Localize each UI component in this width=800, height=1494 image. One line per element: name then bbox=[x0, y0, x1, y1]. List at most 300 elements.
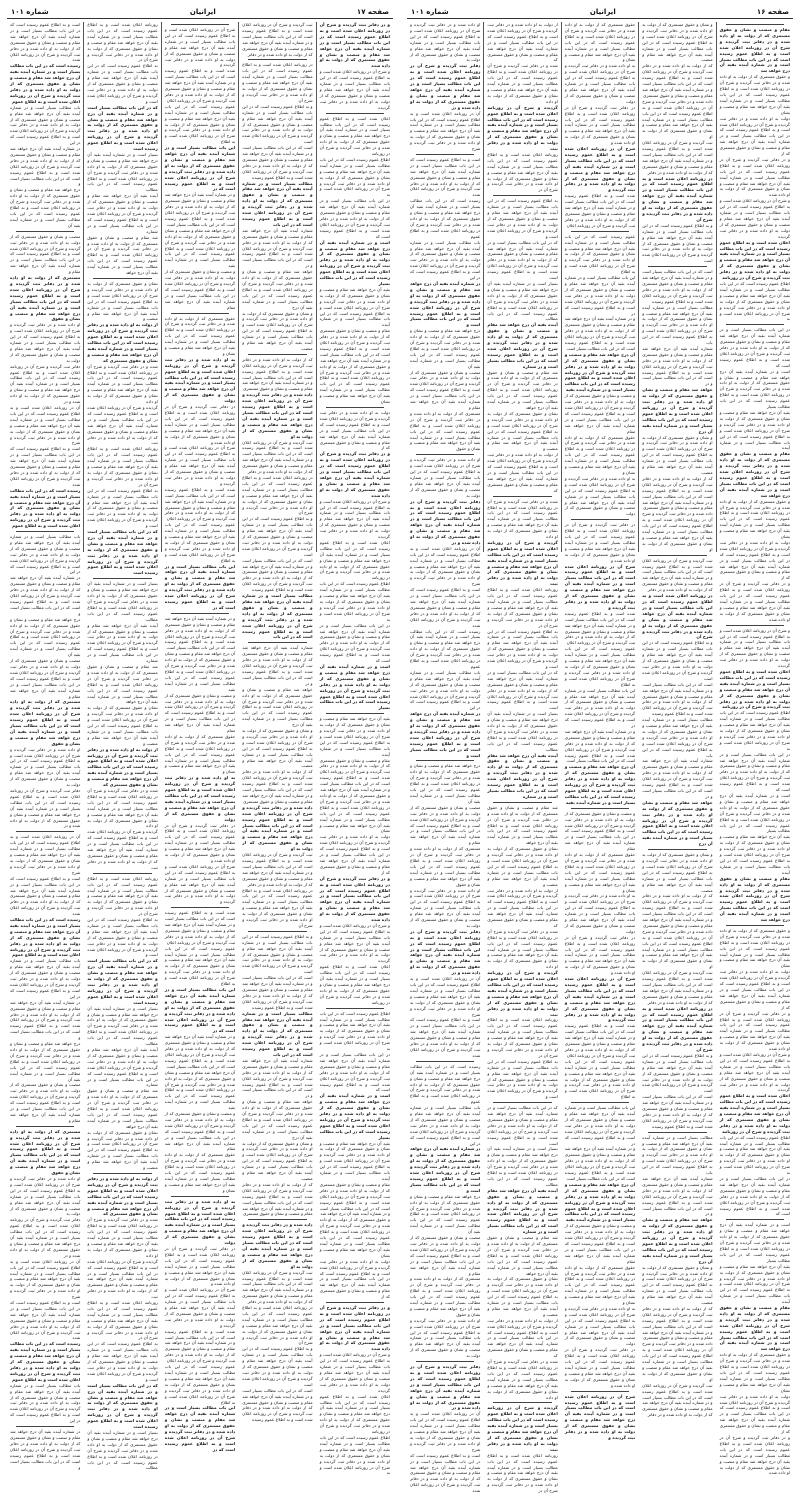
column-rule bbox=[248, 59, 306, 60]
text-paragraph: گردیده و شرح آن در روزنامه اعلان شده است و به اطلاع عموم رسیده است که در این باب مطالب بسیار است و در شماره آینده بقیه آن درج خواهد شد مقام و منصب و نشان و حقوق مستمری که از دولت به او داده شده و در دفاتر ثبت bbox=[487, 1405, 558, 1452]
text-paragraph: اعلان شده است و به اطلاع عموم رسیده است که در این باب مطالب بسیار است و در شماره آینده بقیه آن درج خواهد شد مقام و منصب و نشان و حقوق مستمری که از دولت به او داده شده و در دفاتر ثبت گردیده و شرح آن در روزنامه bbox=[719, 1093, 790, 1134]
text-paragraph: داده شده و در دفاتر ثبت گردیده و شرح آن در روزنامه اعلان شده است و به اطلاع عموم رسیده است که در این باب مطالب بسیار است و در شماره آینده بقیه آن درج خواهد شد مقام و منصب و نشان و حقوق مستمری که از دولت به او bbox=[642, 928, 713, 970]
text-paragraph: به اطلاع عموم رسیده است که در این باب مطالب بسیار است و در شماره آینده بقیه آن درج خواهد شد مقام و منصب و نشان و حقوق مستمری که از دولت به او داده شده و در دفاتر ثبت گردیده و شرح آن در روزنامه اعلان شده است و bbox=[87, 63, 158, 104]
text-paragraph: و حقوق مستمری که از دولت به او داده شده و در دفاتر ثبت گردیده و شرح آن در روزنامه اعلان شده است و به اطلاع عموم رسیده است که در این باب مطالب بسیار است و در شماره آینده بقیه آن درج خواهد شد مقام و منصب و نشان bbox=[719, 74, 790, 115]
text-paragraph: و در دفاتر ثبت گردیده و شرح آن در روزنامه اعلان شده است و به اطلاع عموم رسیده است که در این باب مطالب بسیار است و در شماره آینده بقیه آن درج خواهد شد مقام و منصب و نشان و حقوق مستمری که از دولت به او داده شده bbox=[319, 22, 390, 69]
text-paragraph: و حقوق مستمری که از دولت به او داده شده و در دفاتر ثبت گردیده و شرح آن در روزنامه اعلان شده است و به اطلاع عموم رسیده است که در این باب مطالب بسیار است و در شماره آینده بقیه آن درج خواهد شد مقام و منصب و نشان bbox=[319, 363, 390, 405]
text-paragraph: دولت به او داده شده و در دفاتر ثبت گردیده و شرح آن در روزنامه اعلان شده است و به اطلاع عموم رسیده است که در این باب مطالب بسیار است و در شماره آینده بقیه آن درج خواهد شد مقام و منصب و نشان و حقوق مستمری که از bbox=[319, 410, 390, 451]
text-paragraph: اطلاع عموم رسیده است که در این باب مطالب بسیار است و در شماره آینده بقیه آن درج خواهد شد مقام و منصب و نشان و حقوق مستمری که از دولت به او داده شده و در دفاتر ثبت گردیده و شرح آن در روزنامه اعلان شده است و به bbox=[319, 1010, 390, 1052]
text-paragraph: و به اطلاع عموم رسیده است که در این باب مطالب بسیار است و در شماره آینده بقیه آن درج خواهد شد مقام و منصب و نشان و حقوق مستمری که از دولت به او داده شده و در دفاتر ثبت گردیده و شرح آن در روزنامه اعلان شده است bbox=[242, 1346, 313, 1387]
text-paragraph: شماره آینده بقیه آن درج خواهد شد مقام و منصب و نشان و حقوق مستمری که از دولت به او داده شده و در دفاتر ثبت گردیده و شرح آن در روزنامه اعلان شده است و به اطلاع عموم رسیده است که در این باب مطالب بسیار است و در bbox=[642, 758, 713, 799]
text-paragraph: مستمری که از دولت به او داده شده و در دفاتر ثبت گردیده و شرح آن در روزنامه اعلان شده است و به اطلاع عموم رسیده است که در این باب مطالب بسیار است و در شماره آینده بقیه آن درج خواهد شد مقام و منصب و نشان و حقوق bbox=[409, 846, 481, 887]
text-paragraph: گردیده و شرح آن در روزنامه اعلان شده است و به اطلاع عموم رسیده است که در این باب مطالب بسیار است و در شماره آینده بقیه آن درج خواهد شد مقام و منصب و نشان و حقوق مستمری که از دولت به او داده شده و در دفاتر ثبت bbox=[487, 104, 558, 152]
text-paragraph: است و به اطلاع عموم رسیده است که در این باب مطالب بسیار است و در شماره آینده بقیه آن درج خواهد شد مقام و منصب و نشان و حقوق مستمری که از دولت به او داده شده و در دفاتر ثبت گردیده و شرح آن در روزنامه اعلان شده bbox=[9, 875, 81, 917]
text-paragraph: در دفاتر ثبت گردیده و شرح آن در روزنامه اعلان شده است و به اطلاع عموم رسیده است که در این باب مطالب بسیار است و در شماره آینده بقیه آن درج خواهد شد مقام و منصب و نشان و حقوق مستمری که از دولت به او داده شده و bbox=[564, 934, 636, 976]
text-paragraph: درج خواهد شد مقام و منصب و نشان و حقوق مستمری که از دولت به او داده شده و در دفاتر ثبت گردیده و شرح آن در روزنامه اعلان شده است و به اطلاع عموم رسیده است که در این باب مطالب بسیار است و در شماره آینده بقیه آن bbox=[9, 616, 81, 658]
text-paragraph: و شرح آن در روزنامه اعلان شده است و به اطلاع عموم رسیده است که در این باب مطالب بسیار است و در شماره آینده بقیه آن درج خواهد شد مقام و منصب و نشان و حقوق مستمری که از دولت به او داده شده و در دفاتر ثبت گردیده bbox=[719, 627, 790, 669]
text-paragraph: شماره آینده بقیه آن درج خواهد شد مقام و منصب و نشان و حقوق مستمری که از دولت به او داده شده و در دفاتر ثبت گردیده و شرح آن در روزنامه اعلان شده است و به اطلاع عموم رسیده است که در این باب مطالب بسیار است و در bbox=[242, 1057, 313, 1099]
text-paragraph: است و به اطلاع عموم رسیده است که در این باب مطالب بسیار است و در شماره آینده بقیه آن درج خواهد شد مقام و منصب و نشان و حقوق مستمری که از دولت به او داده شده و در دفاتر ثبت گردیده و شرح آن در روزنامه اعلان شده bbox=[409, 1017, 481, 1058]
text-paragraph: حقوق مستمری که از دولت به او داده شده و در دفاتر ثبت گردیده و شرح آن در روزنامه اعلان شده است و به اطلاع عموم رسیده است که در این باب مطالب بسیار است و در شماره آینده بقیه آن درج خواهد شد مقام و منصب و نشان و bbox=[564, 22, 636, 63]
text-paragraph: ثبت گردیده و شرح آن در روزنامه اعلان شده است و به اطلاع عموم رسیده است که در این باب مطالب بسیار است و در شماره آینده بقیه آن درج خواهد شد مقام و منصب و نشان و حقوق مستمری که از دولت به او داده شده و در دفاتر bbox=[242, 1269, 313, 1305]
text-paragraph: که در این باب مطالب بسیار است و در شماره آینده بقیه آن درج خواهد شد مقام و منصب و نشان و حقوق مستمری که از دولت به او داده شده و در دفاتر ثبت گردیده و شرح آن در روزنامه اعلان شده است و به اطلاع عموم رسیده است bbox=[87, 1382, 158, 1430]
text-paragraph: حقوق مستمری که از دولت به او داده شده و در دفاتر ثبت گردیده و شرح آن در روزنامه اعلان شده است و به اطلاع عموم رسیده است که در این باب مطالب بسیار است و در شماره آینده بقیه آن درج خواهد شد مقام و منصب و نشان و bbox=[564, 852, 636, 893]
text-paragraph: مقام و منصب و نشان و حقوق مستمری که از دولت به او داده شده و در دفاتر ثبت گردیده و شرح آن در روزنامه اعلان شده است و به اطلاع عموم رسیده است که در این باب مطالب بسیار است و در شماره آینده بقیه آن درج خواهد شد bbox=[319, 1181, 390, 1217]
text-paragraph: خواهد شد مقام و منصب و نشان و حقوق مستمری که از دولت به او داده شده و در دفاتر ثبت گردیده و شرح آن در روزنامه اعلان شده است و به اطلاع عموم رسیده است که در این باب مطالب بسیار است و در شماره آینده بقیه آن درج bbox=[642, 1217, 713, 1264]
right-page-label: صفحه ۱۶ bbox=[756, 8, 789, 16]
column-rule bbox=[326, 113, 384, 114]
text-paragraph: عموم رسیده است که در این باب مطالب بسیار است و در شماره آینده بقیه آن درج خواهد شد مقام و منصب و نشان و حقوق مستمری که از دولت به او داده شده و در دفاتر ثبت گردیده و شرح آن در روزنامه اعلان شده است و به اطلاع bbox=[564, 646, 636, 687]
text-paragraph: به اطلاع عموم رسیده است که در این باب مطالب بسیار است و در شماره آینده بقیه آن درج خواهد شد مقام و منصب و نشان و حقوق مستمری که از دولت به او داده شده و در دفاتر ثبت گردیده و شرح آن در روزنامه اعلان شده است و bbox=[487, 1058, 558, 1100]
text-paragraph: او داده شده و در دفاتر ثبت گردیده و شرح آن در روزنامه اعلان شده است و به اطلاع عموم رسیده است که در این باب مطالب بسیار است و در شماره آینده بقیه آن درج خواهد شد مقام و منصب و نشان و حقوق مستمری که از دولت به bbox=[9, 322, 81, 363]
column-rule bbox=[16, 1126, 74, 1127]
text-paragraph: اعلان شده است و به اطلاع عموم رسیده است که در این باب مطالب بسیار است و در شماره آینده بقیه آن درج خواهد شد مقام و منصب و نشان و حقوق مستمری که از دولت به او داده شده و در دفاتر ثبت گردیده و شرح آن در روزنامه bbox=[319, 539, 390, 581]
text-paragraph: شد مقام و منصب و نشان و حقوق مستمری که از دولت به او داده شده و در دفاتر ثبت گردیده و شرح آن در روزنامه اعلان شده است و به اطلاع عموم رسیده است که در این باب مطالب بسیار است و در شماره آینده بقیه آن درج خواهد bbox=[487, 804, 558, 846]
text-paragraph: به او داده شده و در دفاتر ثبت گردیده و شرح آن در روزنامه اعلان شده است و به اطلاع عموم رسیده است که در این باب مطالب بسیار است و در شماره آینده بقیه آن درج خواهد شد مقام و منصب و نشان و حقوق مستمری که از دولت bbox=[564, 1305, 636, 1347]
text-paragraph: درج خواهد شد مقام و منصب و نشان و حقوق مستمری که از دولت به او داده شده و در دفاتر ثبت گردیده و شرح آن در روزنامه اعلان شده است و به اطلاع عموم رسیده است که در این باب مطالب بسیار است و در شماره آینده بقیه آن bbox=[9, 1041, 81, 1082]
text-paragraph: این باب مطالب بسیار است و در شماره آینده بقیه آن درج خواهد شد مقام و منصب و نشان و حقوق مستمری که از دولت به او داده شده و در دفاتر ثبت گردیده و شرح آن در روزنامه اعلان شده است و به اطلاع عموم رسیده است که در bbox=[164, 563, 236, 610]
column-rule bbox=[571, 1102, 629, 1103]
text-paragraph: که در این باب مطالب بسیار است و در شماره آینده بقیه آن درج خواهد شد مقام و منصب و نشان و حقوق مستمری که از دولت به او داده شده و در دفاتر ثبت گردیده و شرح آن در روزنامه اعلان شده است و به اطلاع عموم رسیده است bbox=[487, 669, 558, 711]
text-paragraph: حقوق مستمری که از دولت به او داده شده و در دفاتر ثبت گردیده و شرح آن در روزنامه اعلان شده است و به اطلاع عموم رسیده است که در این باب مطالب بسیار است و در شماره آینده بقیه آن درج خواهد شد مقام و منصب و نشان و bbox=[164, 315, 236, 356]
text-paragraph: رسیده است که در این باب مطالب بسیار است و در شماره آینده بقیه آن درج خواهد شد مقام و منصب و نشان و حقوق مستمری که از دولت به او داده شده و در دفاتر ثبت گردیده و شرح آن در روزنامه اعلان شده است و به اطلاع عموم bbox=[9, 487, 81, 529]
text-paragraph: شده است و به اطلاع عموم رسیده است که در این باب مطالب بسیار است و در شماره آینده بقیه آن درج خواهد شد مقام و منصب و نشان و حقوق مستمری که از دولت به او داده شده و در دفاتر ثبت گردیده و شرح آن در روزنامه اعلان bbox=[164, 486, 236, 522]
text-paragraph: بقیه آن درج خواهد شد مقام و منصب و نشان و حقوق مستمری که از دولت به او داده شده و در دفاتر ثبت گردیده و شرح آن در روزنامه اعلان شده است و به اطلاع عموم رسیده است که در این باب مطالب بسیار است و در شماره آینده bbox=[719, 834, 790, 875]
text-paragraph: آن درج خواهد شد مقام و منصب و نشان و حقوق مستمری که از دولت به او داده شده و در دفاتر ثبت گردیده و شرح آن در روزنامه اعلان شده است و به اطلاع عموم رسیده است که در این باب مطالب بسیار است و در شماره آینده بقیه bbox=[164, 1069, 236, 1111]
text-paragraph: بقیه آن درج خواهد شد مقام و منصب و نشان و حقوق مستمری که از دولت به او داده شده و در دفاتر ثبت گردیده و شرح آن در روزنامه اعلان شده است و به اطلاع عموم رسیده است که در این باب مطالب بسیار است و در شماره آینده bbox=[719, 410, 790, 451]
text-paragraph: و به اطلاع عموم رسیده است که در این باب مطالب بسیار است و در شماره آینده بقیه آن درج خواهد شد مقام و منصب و نشان و حقوق مستمری که از دولت به او داده شده و در دفاتر ثبت گردیده و شرح آن در روزنامه اعلان شده است bbox=[242, 516, 313, 557]
text-paragraph: به او داده شده و در دفاتر ثبت گردیده و شرح آن در روزنامه اعلان شده است و به اطلاع عموم رسیده است که در این باب مطالب بسیار است و در شماره آینده بقیه آن درج خواهد شد مقام و منصب و نشان و حقوق مستمری که از دولت bbox=[164, 356, 236, 404]
column-rule bbox=[416, 1361, 474, 1362]
text-paragraph: شده و در دفاتر ثبت گردیده و شرح آن در روزنامه اعلان شده است و به اطلاع عموم رسیده است که در این باب مطالب بسیار است و در شماره آینده بقیه آن درج خواهد شد مقام و منصب و نشان و حقوق مستمری که از دولت به او داده bbox=[487, 928, 558, 970]
text-paragraph: منصب و نشان و حقوق مستمری که از دولت به او داده شده و در دفاتر ثبت گردیده و شرح آن در روزنامه اعلان شده است و به اطلاع عموم رسیده است که در این باب مطالب بسیار است و در شماره آینده بقیه آن درج خواهد شد مقام و bbox=[409, 369, 481, 410]
text-column bbox=[717, 22, 793, 1476]
text-paragraph: مقام و منصب و نشان و حقوق مستمری که از دولت به او داده شده و در دفاتر ثبت گردیده و شرح آن در روزنامه اعلان شده است و به اطلاع عموم رسیده است که در این باب مطالب بسیار است و در شماره آینده بقیه آن درج خواهد شد bbox=[319, 757, 390, 793]
text-paragraph: آن در روزنامه اعلان شده است و به اطلاع عموم رسیده است که در این باب مطالب بسیار است و در شماره آینده بقیه آن درج خواهد شد مقام و منصب و نشان و حقوق مستمری که از دولت به او داده شده و در دفاتر ثبت گردیده و شرح bbox=[409, 976, 481, 1017]
column-rule bbox=[171, 24, 229, 25]
text-paragraph: و حقوق مستمری که از دولت به او داده شده و در دفاتر ثبت گردیده و شرح آن در روزنامه اعلان شده است و به اطلاع عموم رسیده است که در این باب مطالب بسیار است و در شماره آینده بقیه آن درج خواهد شد مقام و منصب و نشان bbox=[319, 793, 390, 834]
text-paragraph: و به اطلاع عموم رسیده است که در این باب مطالب بسیار است و در شماره آینده بقیه آن درج خواهد شد مقام و منصب و نشان و حقوق مستمری که از دولت به او داده شده و در دفاتر ثبت گردیده و شرح آن در روزنامه اعلان شده است bbox=[642, 1052, 713, 1094]
text-paragraph: شد مقام و منصب و نشان و حقوق مستمری که از دولت به او داده شده و در دفاتر ثبت گردیده و شرح آن در روزنامه اعلان شده است و به اطلاع عموم رسیده است که در این باب مطالب بسیار است و در شماره آینده بقیه آن درج خواهد bbox=[87, 663, 158, 705]
text-paragraph: روزنامه اعلان شده است و به اطلاع عموم رسیده است که در این باب مطالب بسیار است و در شماره آینده بقیه آن درج خواهد شد مقام و منصب و نشان و حقوق مستمری که از دولت به او داده شده و در دفاتر ثبت گردیده و شرح آن در bbox=[487, 151, 558, 193]
text-paragraph: شده و در دفاتر ثبت گردیده و شرح آن در روزنامه اعلان شده است و به اطلاع عموم رسیده است که در این باب مطالب بسیار است و در شماره آینده بقیه آن درج خواهد شد مقام و منصب و نشان و حقوق مستمری که از دولت به او داده bbox=[487, 1359, 558, 1400]
text-paragraph: اطلاع عموم رسیده است که در این باب مطالب بسیار است و در شماره آینده بقیه آن درج خواهد شد مقام و منصب و نشان و حقوق مستمری که از دولت به او داده شده و در دفاتر ثبت گردیده و شرح آن در روزنامه اعلان شده است و به bbox=[719, 1134, 790, 1176]
text-paragraph: بسیار است و در شماره آینده بقیه آن درج خواهد شد مقام و منصب و نشان و حقوق مستمری که از دولت به او داده شده و در دفاتر ثبت گردیده و شرح آن در روزنامه اعلان شده است و به اطلاع عموم رسیده است که در این باب مطالب bbox=[487, 711, 558, 752]
text-paragraph: بقیه آن درج خواهد شد مقام و منصب و نشان و حقوق مستمری که از دولت به او داده شده و در دفاتر ثبت گردیده و شرح آن در روزنامه اعلان شده است و به اطلاع عموم رسیده است که در این باب مطالب بسیار است و در شماره آینده bbox=[319, 286, 390, 328]
text-paragraph: روزنامه اعلان شده است و به اطلاع عموم رسیده است که در این باب مطالب بسیار است و در شماره آینده بقیه آن درج خواهد شد مقام و منصب و نشان و حقوق مستمری که از دولت به او داده شده و در دفاتر ثبت گردیده و شرح آن در bbox=[87, 446, 158, 487]
text-paragraph: شده و در دفاتر ثبت گردیده و شرح آن در روزنامه اعلان شده است و به اطلاع عموم رسیده است که در این باب مطالب بسیار است و در شماره آینده بقیه آن درج خواهد شد مقام و منصب و نشان و حقوق مستمری که از دولت به او داده bbox=[87, 1217, 158, 1258]
text-paragraph: گردیده و شرح آن در روزنامه اعلان شده است و به اطلاع عموم رسیده است که در این باب مطالب بسیار است و در شماره آینده بقیه آن درج خواهد شد مقام و منصب و نشان و حقوق مستمری که از دولت به او داده شده و در دفاتر ثبت bbox=[87, 829, 158, 870]
text-column bbox=[562, 22, 639, 1440]
text-column bbox=[407, 22, 484, 1494]
text-paragraph: دفاتر ثبت گردیده و شرح آن در روزنامه اعلان شده است و به اطلاع عموم رسیده است که در این باب مطالب بسیار است و در شماره آینده بقیه آن درج خواهد شد مقام و منصب و نشان و حقوق مستمری که از دولت به او داده شده و در bbox=[9, 1217, 81, 1258]
text-paragraph: بقیه آن درج خواهد شد مقام و منصب و نشان و حقوق مستمری که از دولت به او داده شده و در دفاتر ثبت گردیده و شرح آن در روزنامه اعلان شده است و به اطلاع عموم رسیده است که در این باب مطالب بسیار است و در شماره آینده bbox=[319, 716, 390, 757]
left-page-label: صفحه ۱۷ bbox=[356, 8, 389, 16]
text-paragraph: درج خواهد شد مقام و منصب و نشان و حقوق مستمری که از دولت به او داده شده و در دفاتر ثبت گردیده و شرح آن در روزنامه اعلان شده است و به اطلاع عموم رسیده است که در این باب مطالب بسیار است و در شماره آینده بقیه آن bbox=[9, 187, 81, 228]
column-rule bbox=[16, 831, 74, 832]
text-paragraph: گردیده و شرح آن در روزنامه اعلان شده است و به اطلاع عموم رسیده است که در این باب مطالب بسیار است و در شماره آینده بقیه آن درج خواهد شد مقام و منصب و نشان و حقوق مستمری که از دولت به او داده شده و در دفاتر ثبت bbox=[87, 405, 158, 446]
right-page-columns bbox=[407, 22, 793, 1494]
text-paragraph: داده شده و در دفاتر ثبت گردیده و شرح آن در روزنامه اعلان شده است و به اطلاع عموم رسیده است که در این باب مطالب بسیار است و در شماره آینده بقیه آن درج خواهد شد مقام و منصب و نشان و حقوق مستمری که از دولت به او bbox=[242, 1222, 313, 1269]
text-paragraph: که در این باب مطالب بسیار است و در شماره آینده بقیه آن درج خواهد شد مقام و منصب و نشان و حقوق مستمری که از دولت به او داده شده و در دفاتر ثبت گردیده و شرح آن در روزنامه اعلان شده است و به اطلاع عموم رسیده است bbox=[487, 239, 558, 281]
text-paragraph: و نشان و حقوق مستمری که از دولت به او داده شده و در دفاتر ثبت گردیده و شرح آن در روزنامه اعلان شده است و به اطلاع عموم رسیده است که در این باب مطالب بسیار است و در شماره آینده بقیه آن درج خواهد شد مقام و منصب bbox=[242, 728, 313, 769]
column-rule bbox=[726, 1219, 784, 1220]
text-paragraph: است که در این باب مطالب بسیار است و در شماره آینده بقیه آن درج خواهد شد مقام و منصب و نشان و حقوق مستمری که از دولت به او داده شده و در دفاتر ثبت گردیده و شرح آن در روزنامه اعلان شده است و به اطلاع عموم رسیده bbox=[642, 269, 713, 304]
text-paragraph: آینده بقیه آن درج خواهد شد مقام و منصب و نشان و حقوق مستمری که از دولت به او داده شده و در دفاتر ثبت گردیده و شرح آن در روزنامه اعلان شده است و به اطلاع عموم رسیده است که در این باب مطالب بسیار است و در شماره bbox=[487, 322, 558, 369]
text-paragraph: روزنامه اعلان شده است و به اطلاع عموم رسیده است که در این باب مطالب بسیار است و در شماره آینده بقیه آن درج خواهد شد مقام و منصب و نشان و حقوق مستمری که از دولت به او داده شده و در دفاتر ثبت گردیده و شرح آن در bbox=[487, 587, 558, 628]
text-paragraph: و در شماره آینده بقیه آن درج خواهد شد مقام و منصب و نشان و حقوق مستمری که از دولت به او داده شده و در دفاتر ثبت گردیده و شرح آن در روزنامه اعلان شده است و به اطلاع عموم رسیده است که در این باب مطالب بسیار است bbox=[564, 316, 636, 351]
column-rule bbox=[416, 154, 474, 155]
text-paragraph: نشان و حقوق مستمری که از دولت به او داده شده و در دفاتر ثبت گردیده و شرح آن در روزنامه اعلان شده است و به اطلاع عموم رسیده است که در این باب مطالب بسیار است و در شماره آینده بقیه آن درج خواهد شد مقام و منصب و bbox=[487, 1276, 558, 1317]
text-paragraph: آن در روزنامه اعلان شده است و به اطلاع عموم رسیده است که در این باب مطالب بسیار است و در شماره آینده بقیه آن درج خواهد شد مقام و منصب و نشان و حقوق مستمری که از دولت به او داده شده و در دفاتر ثبت گردیده و شرح bbox=[409, 110, 481, 152]
text-paragraph: است که در این باب مطالب بسیار است و در شماره آینده بقیه آن درج خواهد شد مقام و منصب و نشان و حقوق مستمری که از دولت به او داده شده و در دفاتر ثبت گردیده و شرح آن در روزنامه اعلان شده است و به اطلاع عموم رسیده bbox=[242, 557, 313, 593]
right-issue-label: شماره ۱۰۱ bbox=[411, 8, 449, 16]
column-rule bbox=[171, 613, 229, 614]
text-paragraph: و منصب و نشان و حقوق مستمری که از دولت به او داده شده و در دفاتر ثبت گردیده و شرح آن در روزنامه اعلان شده است و به اطلاع عموم رسیده است که در این باب مطالب بسیار است و در شماره آینده بقیه آن درج خواهد شد مقام bbox=[564, 393, 636, 434]
text-paragraph: بقیه آن درج خواهد شد مقام و منصب و نشان و حقوق مستمری که از دولت به او داده شده و در دفاتر ثبت گردیده و شرح آن در روزنامه اعلان شده است و به اطلاع عموم رسیده است که در این باب مطالب بسیار است و در شماره آینده bbox=[319, 1140, 390, 1181]
text-paragraph: حقوق مستمری که از دولت به او داده شده و در دفاتر ثبت گردیده و شرح آن در روزنامه اعلان شده است و به اطلاع عموم رسیده است که در این باب مطالب بسیار است و در شماره آینده بقیه آن درج خواهد شد مقام و منصب و نشان و bbox=[564, 434, 636, 475]
left-section-title: ایرانیان bbox=[189, 8, 216, 16]
text-paragraph: روزنامه اعلان شده است و به اطلاع عموم رسیده است که در این باب مطالب بسیار است و در شماره آینده بقیه آن درج خواهد شد مقام و منصب و نشان و حقوق مستمری که از دولت به او داده شده و در دفاتر ثبت گردیده و شرح آن در bbox=[87, 1300, 158, 1341]
column-rule bbox=[93, 873, 151, 874]
text-paragraph: رسیده است که در این باب مطالب بسیار است و در شماره آینده بقیه آن درج خواهد شد مقام و منصب و نشان و حقوق مستمری که از دولت به او داده شده و در دفاتر ثبت گردیده و شرح آن در روزنامه اعلان شده است و به اطلاع عموم bbox=[9, 917, 81, 958]
column-rule bbox=[726, 24, 784, 25]
text-paragraph: آینده بقیه آن درج خواهد شد مقام و منصب و نشان و حقوق مستمری که از دولت به او داده شده و در دفاتر ثبت گردیده و شرح آن در روزنامه اعلان شده است و به اطلاع عموم رسیده است که در این باب مطالب بسیار است و در شماره bbox=[487, 1187, 558, 1235]
text-paragraph: که از دولت به او داده شده و در دفاتر ثبت گردیده و شرح آن در روزنامه اعلان شده است و به اطلاع عموم رسیده است که در این باب مطالب بسیار است و در شماره آینده بقیه آن درج خواهد شد مقام و منصب و نشان و حقوق مستمری bbox=[642, 1305, 713, 1341]
text-paragraph: به اطلاع عموم رسیده است که در این باب مطالب بسیار است و در شماره آینده بقیه آن درج خواهد شد مقام و منصب و نشان و حقوق مستمری که از دولت به او داده شده و در دفاتر ثبت گردیده و شرح آن در روزنامه اعلان شده است و bbox=[87, 487, 158, 529]
text-paragraph: داده شده و در دفاتر ثبت گردیده و شرح آن در روزنامه اعلان شده است و به اطلاع عموم رسیده است که در این باب مطالب بسیار است و در شماره آینده بقیه آن درج خواهد شد مقام و منصب و نشان و حقوق مستمری که از دولت به او bbox=[642, 1341, 713, 1382]
text-paragraph: که در این باب مطالب بسیار است و در شماره آینده بقیه آن درج خواهد شد مقام و منصب و نشان و حقوق مستمری که از دولت به او داده شده و در دفاتر ثبت گردیده و شرح آن در روزنامه اعلان شده است و به اطلاع عموم رسیده است bbox=[487, 1105, 558, 1146]
text-paragraph: و حقوق مستمری که از دولت به او داده شده و در دفاتر ثبت گردیده و شرح آن در روزنامه اعلان شده است و به اطلاع عموم رسیده است که در این باب مطالب بسیار است و در شماره آینده بقیه آن درج خواهد شد مقام و منصب و نشان bbox=[719, 1352, 790, 1393]
column-rule bbox=[93, 278, 151, 279]
column-rule bbox=[326, 1008, 384, 1009]
text-paragraph: نشان و حقوق مستمری که از دولت به او داده شده و در دفاتر ثبت گردیده و شرح آن در روزنامه اعلان شده است و به اطلاع عموم رسیده است که در این باب مطالب بسیار است و در شماره آینده بقیه آن درج خواهد شد مقام و منصب و bbox=[87, 705, 158, 746]
text-paragraph: شماره آینده بقیه آن درج خواهد شد مقام و منصب و نشان و حقوق مستمری که از دولت به او داده شده و در دفاتر ثبت گردیده و شرح آن در روزنامه اعلان شده است و به اطلاع عموم رسیده است که در این باب مطالب بسیار است و در bbox=[642, 345, 713, 387]
right-running-head bbox=[407, 6, 793, 19]
text-paragraph: آن درج خواهد شد مقام و منصب و نشان و حقوق مستمری که از دولت به او داده شده و در دفاتر ثبت گردیده و شرح آن در روزنامه اعلان شده است و به اطلاع عموم رسیده است که در این باب مطالب بسیار است و در شماره آینده بقیه bbox=[564, 1181, 636, 1223]
text-paragraph: داده شده و در دفاتر ثبت گردیده و شرح آن در روزنامه اعلان شده است و به اطلاع عموم رسیده است که در این باب مطالب بسیار است و در شماره آینده بقیه آن درج خواهد شد مقام و منصب و نشان و حقوق مستمری که از دولت به او bbox=[642, 511, 713, 552]
text-paragraph: و حقوق مستمری که از دولت به او داده شده و در دفاتر ثبت گردیده و شرح آن در روزنامه اعلان شده است و به اطلاع عموم رسیده است که در این باب مطالب بسیار است و در شماره آینده بقیه آن درج خواهد شد مقام و منصب و نشان bbox=[319, 1217, 390, 1258]
text-paragraph: آن در روزنامه اعلان شده است و به اطلاع عموم رسیده است که در این باب مطالب بسیار است و در شماره آینده بقیه آن درج خواهد شد مقام و منصب و نشان و حقوق مستمری که از دولت به او داده شده و در دفاتر ثبت گردیده و شرح bbox=[409, 545, 481, 587]
text-paragraph: و در دفاتر ثبت گردیده و شرح آن در روزنامه اعلان شده است و به اطلاع عموم رسیده است که در این باب مطالب بسیار است و در شماره آینده بقیه آن درج خواهد شد مقام و منصب و نشان و حقوق مستمری که از دولت به او داده شده bbox=[719, 156, 790, 198]
text-paragraph: مستمری که از دولت به او داده شده و در دفاتر ثبت گردیده و شرح آن در روزنامه اعلان شده است و به اطلاع عموم رسیده است که در این باب مطالب بسیار است و در شماره آینده بقیه آن درج خواهد شد مقام و منصب و نشان و حقوق bbox=[9, 699, 81, 746]
text-paragraph: که از دولت به او داده شده و در دفاتر ثبت گردیده و شرح آن در روزنامه اعلان شده است و به اطلاع عموم رسیده است که در این باب مطالب بسیار است و در شماره آینده بقیه آن درج خواهد شد مقام و منصب و نشان و حقوق مستمری bbox=[642, 893, 713, 928]
text-paragraph: به او داده شده و در دفاتر ثبت گردیده و شرح آن در روزنامه اعلان شده است و به اطلاع عموم رسیده است که در این باب مطالب بسیار است و در شماره آینده بقیه آن درج خواهد شد مقام و منصب و نشان و حقوق مستمری که از دولت bbox=[564, 63, 636, 104]
text-paragraph: بسیار است و در شماره آینده بقیه آن درج خواهد شد مقام و منصب و نشان و حقوق مستمری که از دولت به او داده شده و در دفاتر ثبت گردیده و شرح آن در روزنامه اعلان شده است و به اطلاع عموم رسیده است که در این باب مطالب bbox=[87, 151, 158, 193]
text-paragraph: حقوق مستمری که از دولت به او داده شده و در دفاتر ثبت گردیده و شرح آن در روزنامه اعلان شده است و به اطلاع عموم رسیده است که در این باب مطالب بسیار است و در شماره آینده بقیه آن درج خواهد شد مقام و منصب و نشان و bbox=[164, 733, 236, 775]
text-paragraph: اعلان شده است و به اطلاع عموم رسیده است که در این باب مطالب بسیار است و در شماره آینده بقیه آن درج خواهد شد مقام و منصب و نشان و حقوق مستمری که از دولت به او داده شده و در دفاتر ثبت گردیده و شرح آن در روزنامه bbox=[319, 964, 390, 1005]
text-paragraph: از دولت به او داده شده و در دفاتر ثبت گردیده و شرح آن در روزنامه اعلان شده است و به اطلاع عموم رسیده است که در این باب مطالب بسیار است و در شماره آینده بقیه آن درج خواهد شد مقام و منصب و نشان و حقوق مستمری که bbox=[487, 1317, 558, 1359]
text-column bbox=[639, 22, 716, 1418]
text-paragraph: باب مطالب بسیار است و در شماره آینده بقیه آن درج خواهد شد مقام و منصب و نشان و حقوق مستمری که از دولت به او داده شده و در دفاتر ثبت گردیده و شرح آن در روزنامه اعلان شده است و به اطلاع عموم رسیده است که در این bbox=[9, 958, 81, 999]
text-paragraph: مستمری که از دولت به او داده شده و در دفاتر ثبت گردیده و شرح آن در روزنامه اعلان شده است و به اطلاع عموم رسیده است که در این باب مطالب بسیار است و در شماره آینده بقیه آن درج خواهد شد مقام و منصب و نشان و حقوق bbox=[9, 1128, 81, 1176]
text-paragraph: است و به اطلاع عموم رسیده است که در این باب مطالب بسیار است و در شماره آینده بقیه آن درج خواهد شد مقام و منصب و نشان و حقوق مستمری که از دولت به او داده شده و در دفاتر ثبت گردیده و شرح آن در روزنامه اعلان شده bbox=[409, 156, 481, 198]
column-rule bbox=[571, 519, 629, 520]
text-paragraph: در دفاتر ثبت گردیده و شرح آن در روزنامه اعلان شده است و به اطلاع عموم رسیده است که در این باب مطالب بسیار است و در شماره آینده بقیه آن درج خواهد شد مقام و منصب و نشان و حقوق مستمری که از دولت به او داده شده و bbox=[564, 104, 636, 146]
text-paragraph: نشان و حقوق مستمری که از دولت به او داده شده و در دفاتر ثبت گردیده و شرح آن در روزنامه اعلان شده است و به اطلاع عموم رسیده است که در این باب مطالب بسیار است و در شماره آینده بقیه آن درج خواهد شد مقام و منصب و bbox=[87, 1129, 158, 1171]
text-paragraph: منصب و نشان و حقوق مستمری که از دولت به او داده شده و در دفاتر ثبت گردیده و شرح آن در روزنامه اعلان شده است و به اطلاع عموم رسیده است که در این باب مطالب بسیار است و در شماره آینده بقیه آن درج خواهد شد مقام و bbox=[9, 233, 81, 275]
column-rule bbox=[171, 907, 229, 908]
text-paragraph: داده شده و در دفاتر ثبت گردیده و شرح آن در روزنامه اعلان شده است و به اطلاع عموم رسیده است که در این باب مطالب بسیار است و در شماره آینده بقیه آن درج خواهد شد مقام و منصب و نشان و حقوق مستمری که از دولت به او bbox=[642, 98, 713, 140]
text-paragraph: و حقوق مستمری که از دولت به او داده شده و در دفاتر ثبت گردیده و شرح آن در روزنامه اعلان شده است و به اطلاع عموم رسیده است که در این باب مطالب بسیار است و در شماره آینده بقیه آن درج خواهد شد مقام و منصب و نشان bbox=[719, 927, 790, 969]
text-paragraph: شد مقام و منصب و نشان و حقوق مستمری که از دولت به او داده شده و در دفاتر ثبت گردیده و شرح آن در روزنامه اعلان شده است و به اطلاع عموم رسیده است که در این باب مطالب بسیار است و در شماره آینده بقیه آن درج خواهد bbox=[487, 1235, 558, 1276]
text-paragraph: است که در این باب مطالب بسیار است و در شماره آینده بقیه آن درج خواهد شد مقام و منصب و نشان و حقوق مستمری که از دولت به او داده شده و در دفاتر ثبت گردیده و شرح آن در روزنامه اعلان شده است و به اطلاع عموم رسیده bbox=[642, 1094, 713, 1129]
text-paragraph: مقام و منصب و نشان و حقوق مستمری که از دولت به او داده شده و در دفاتر ثبت گردیده و شرح آن در روزنامه اعلان شده است و به اطلاع عموم رسیده است که در این باب مطالب بسیار است و در شماره آینده بقیه آن درج خواهد شد bbox=[719, 27, 790, 74]
text-paragraph: اطلاع عموم رسیده است که در این باب مطالب بسیار است و در شماره آینده بقیه آن درج خواهد شد مقام و منصب و نشان و حقوق مستمری که از دولت به او داده شده و در دفاتر ثبت گردیده و شرح آن در روزنامه اعلان شده است و به bbox=[719, 710, 790, 751]
column-rule bbox=[93, 578, 151, 579]
text-paragraph: آن در روزنامه اعلان شده است و به اطلاع عموم رسیده است که در این باب مطالب بسیار است و در شماره آینده بقیه آن درج خواهد شد مقام و منصب و نشان و حقوق مستمری که از دولت به او داده شده و در دفاتر ثبت گردیده و شرح bbox=[9, 1258, 81, 1300]
column-rule bbox=[493, 1402, 551, 1403]
text-paragraph: دفاتر ثبت گردیده و شرح آن در روزنامه اعلان شده است و به اطلاع عموم رسیده است که در این باب مطالب بسیار است و در شماره آینده بقیه آن درج خواهد شد مقام و منصب و نشان و حقوق مستمری که از دولت به او داده شده و در bbox=[409, 1364, 481, 1411]
text-paragraph: به او داده شده و در دفاتر ثبت گردیده و شرح آن در روزنامه اعلان شده است و به اطلاع عموم رسیده است که در این باب مطالب بسیار است و در شماره آینده بقیه آن درج خواهد شد مقام و منصب و نشان و حقوق مستمری که از دولت bbox=[564, 893, 636, 934]
text-paragraph: مقام و منصب و نشان و حقوق مستمری که از دولت به او داده شده و در دفاتر ثبت گردیده و شرح آن در روزنامه اعلان شده است و به اطلاع عموم رسیده است که در این باب مطالب بسیار است و در شماره آینده بقیه آن درج خواهد شد bbox=[319, 328, 390, 363]
text-paragraph: شرح آن در روزنامه اعلان شده است و به اطلاع عموم رسیده است که در این باب مطالب بسیار است و در شماره آینده بقیه آن درج خواهد شد مقام و منصب و نشان و حقوق مستمری که از دولت به او داده شده و در دفاتر ثبت گردیده و bbox=[564, 1393, 636, 1440]
text-paragraph: در دفاتر ثبت گردیده و شرح آن در روزنامه اعلان شده است و به اطلاع عموم رسیده است که در این باب مطالب بسیار است و در شماره آینده بقیه آن درج خواهد شد مقام و منصب و نشان و حقوق مستمری که از دولت به او داده شده و bbox=[164, 1245, 236, 1287]
column-rule bbox=[493, 496, 551, 497]
text-paragraph: عموم رسیده است که در این باب مطالب بسیار است و در شماره آینده بقیه آن درج خواهد شد مقام و منصب و نشان و حقوق مستمری که از دولت به او داده شده و در دفاتر ثبت گردیده و شرح آن در روزنامه اعلان شده است و به اطلاع bbox=[164, 945, 236, 987]
text-paragraph: شماره آینده بقیه آن درج خواهد شد مقام و منصب و نشان و حقوق مستمری که از دولت به او داده شده و در دفاتر ثبت گردیده و شرح آن در روزنامه اعلان شده است و به اطلاع عموم رسیده است که در این باب مطالب بسیار است و در bbox=[242, 227, 313, 269]
text-paragraph: است و به اطلاع عموم رسیده است که در این باب مطالب بسیار است و در شماره آینده بقیه آن درج خواهد شد مقام و منصب و نشان و حقوق مستمری که از دولت به او داده شده و در دفاتر ثبت گردیده و شرح آن در روزنامه اعلان شده bbox=[9, 446, 81, 487]
text-paragraph: دفاتر ثبت گردیده و شرح آن در روزنامه اعلان شده است و به اطلاع عموم رسیده است که در این باب مطالب بسیار است و در شماره آینده بقیه آن درج خواهد شد مقام و منصب و نشان و حقوق مستمری که از دولت به او داده شده و در bbox=[9, 788, 81, 829]
text-paragraph: شرح آن در روزنامه اعلان شده است و به اطلاع عموم رسیده است که در این باب مطالب بسیار است و در شماره آینده بقیه آن درج خواهد شد مقام و منصب و نشان و حقوق مستمری که از دولت به او داده شده و در دفاتر ثبت گردیده و bbox=[564, 146, 636, 193]
text-paragraph: بسیار است و در شماره آینده بقیه آن درج خواهد شد مقام و منصب و نشان و حقوق مستمری که از دولت به او داده شده و در دفاتر ثبت گردیده و شرح آن در روزنامه اعلان شده است و به اطلاع عموم رسیده است که در این باب مطالب bbox=[87, 1005, 158, 1047]
text-paragraph: حقوق مستمری که از دولت به او داده شده و در دفاتر ثبت گردیده و شرح آن در روزنامه اعلان شده است و به اطلاع عموم رسیده است که در این باب مطالب بسیار است و در شماره آینده بقیه آن درج خواهد شد مقام و منصب و نشان و bbox=[164, 1152, 236, 1193]
text-paragraph: این باب مطالب بسیار است و در شماره آینده بقیه آن درج خواهد شد مقام و منصب و نشان و حقوق مستمری که از دولت به او داده شده و در دفاتر ثبت گردیده و شرح آن در روزنامه اعلان شده است و به اطلاع عموم رسیده است که در bbox=[564, 687, 636, 729]
column-rule bbox=[726, 324, 784, 325]
text-paragraph: و منصب و نشان و حقوق مستمری که از دولت به او داده شده و در دفاتر ثبت گردیده و شرح آن در روزنامه اعلان شده است و به اطلاع عموم رسیده است که در این باب مطالب بسیار است و در شماره آینده بقیه آن درج خواهد شد مقام bbox=[164, 692, 236, 734]
text-paragraph: گردیده و شرح آن در روزنامه اعلان شده است و به اطلاع عموم رسیده است که در این باب مطالب بسیار است و در شماره آینده بقیه آن درج خواهد شد مقام و منصب و نشان و حقوق مستمری که از دولت به او داده شده و در دفاتر ثبت bbox=[87, 1258, 158, 1300]
text-paragraph: آن درج خواهد شد مقام و منصب و نشان و حقوق مستمری که از دولت به او داده شده و در دفاتر ثبت گردیده و شرح آن در روزنامه اعلان شده است و به اطلاع عموم رسیده است که در این باب مطالب بسیار است و در شماره آینده بقیه bbox=[564, 764, 636, 805]
text-paragraph: در روزنامه اعلان شده است و به اطلاع عموم رسیده است که در این باب مطالب بسیار است و در شماره آینده بقیه آن درج خواهد شد مقام و منصب و نشان و حقوق مستمری که از دولت به او داده شده و در دفاتر ثبت گردیده و شرح آن bbox=[242, 62, 313, 103]
text-paragraph: از دولت به او داده شده و در دفاتر ثبت گردیده و شرح آن در روزنامه اعلان شده است و به اطلاع عموم رسیده است که در این باب مطالب بسیار است و در شماره آینده بقیه آن درج خواهد شد مقام و منصب و نشان و حقوق مستمری که bbox=[487, 887, 558, 928]
text-column bbox=[84, 22, 161, 1471]
text-paragraph: بسیار است و در شماره آینده بقیه آن درج خواهد شد مقام و منصب و نشان و حقوق مستمری که از دولت به او داده شده و در دفاتر ثبت گردیده و شرح آن در روزنامه اعلان شده است و به اطلاع عموم رسیده است که در این باب مطالب bbox=[487, 280, 558, 322]
text-paragraph: است و در شماره آینده بقیه آن درج خواهد شد مقام و منصب و نشان و حقوق مستمری که از دولت به او داده شده و در دفاتر ثبت گردیده و شرح آن در روزنامه اعلان شده است و به اطلاع عموم رسیده است که در این باب مطالب بسیار bbox=[319, 239, 390, 286]
text-paragraph: و شرح آن در روزنامه اعلان شده است و به اطلاع عموم رسیده است که در این باب مطالب بسیار است و در شماره آینده بقیه آن درج خواهد شد مقام و منصب و نشان و حقوق مستمری که از دولت به او داده شده و در دفاتر ثبت گردیده bbox=[319, 69, 390, 110]
column-rule bbox=[326, 713, 384, 714]
text-paragraph: مطالب بسیار است و در شماره آینده بقیه آن درج خواهد شد مقام و منصب و نشان و حقوق مستمری که از دولت به او داده شده و در دفاتر ثبت گردیده و شرح آن در روزنامه اعلان شده است و به اطلاع عموم رسیده است که در این باب bbox=[242, 593, 313, 640]
text-paragraph: مطالب بسیار است و در شماره آینده بقیه آن درج خواهد شد مقام و منصب و نشان و حقوق مستمری که از دولت به او داده شده و در دفاتر ثبت گردیده و شرح آن در روزنامه اعلان شده است و به اطلاع عموم رسیده است که در این باب bbox=[242, 180, 313, 227]
column-rule bbox=[416, 1061, 474, 1062]
text-paragraph: خواهد شد مقام و منصب و نشان و حقوق مستمری که از دولت به او داده شده و در دفاتر ثبت گردیده و شرح آن در روزنامه اعلان شده است و به اطلاع عموم رسیده است که در این باب مطالب بسیار است و در شماره آینده بقیه آن درج bbox=[242, 1099, 313, 1140]
text-paragraph: و حقوق مستمری که از دولت به او داده شده و در دفاتر ثبت گردیده و شرح آن در روزنامه اعلان شده است و به اطلاع عموم رسیده است که در این باب مطالب بسیار است و در شماره آینده بقیه آن درج خواهد شد مقام و منصب و نشان bbox=[719, 498, 790, 540]
text-paragraph: بسیار است و در شماره آینده بقیه آن درج خواهد شد مقام و منصب و نشان و حقوق مستمری که از دولت به او داده شده و در دفاتر ثبت گردیده و شرح آن در روزنامه اعلان شده است و به اطلاع عموم رسیده است که در این باب مطالب bbox=[487, 1146, 558, 1187]
column-rule bbox=[16, 531, 74, 532]
text-paragraph: درج خواهد شد مقام و منصب و نشان و حقوق مستمری که از دولت به او داده شده و در دفاتر ثبت گردیده و شرح آن در روزنامه اعلان شده است و به اطلاع عموم رسیده است که در این باب مطالب بسیار است و در شماره آینده بقیه آن bbox=[409, 763, 481, 804]
text-paragraph: در این باب مطالب بسیار است و در شماره آینده بقیه آن درج خواهد شد مقام و منصب و نشان و حقوق مستمری که از دولت به او داده شده و در دفاتر ثبت گردیده و شرح آن در روزنامه اعلان شده است و به اطلاع عموم رسیده است که bbox=[319, 622, 390, 664]
text-paragraph: از دولت به او داده شده و در دفاتر ثبت گردیده و شرح آن در روزنامه اعلان شده است و به اطلاع عموم رسیده است که در این باب مطالب بسیار است و در شماره آینده بقیه آن درج خواهد شد مقام و منصب و نشان و حقوق مستمری که bbox=[87, 746, 158, 788]
text-paragraph: شده است و به اطلاع عموم رسیده است که در این باب مطالب بسیار است و در شماره آینده بقیه آن درج خواهد شد مقام و منصب و نشان و حقوق مستمری که از دولت به او داده شده و در دفاتر ثبت گردیده و شرح آن در روزنامه اعلان bbox=[164, 910, 236, 945]
text-paragraph: مستمری که از دولت به او داده شده و در دفاتر ثبت گردیده و شرح آن در روزنامه اعلان شده است و به اطلاع عموم رسیده است که در این باب مطالب بسیار است و در شماره آینده بقیه آن درج خواهد شد مقام و منصب و نشان و حقوق bbox=[409, 1276, 481, 1317]
text-paragraph: روزنامه اعلان شده است و به اطلاع عموم رسیده است که در این باب مطالب بسیار است و در شماره آینده بقیه آن درج خواهد شد مقام و منصب و نشان و حقوق مستمری که از دولت به او داده شده و در دفاتر ثبت گردیده و شرح آن در bbox=[487, 1017, 558, 1058]
text-paragraph: است که در این باب مطالب بسیار است و در شماره آینده بقیه آن درج خواهد شد مقام و منصب و نشان و حقوق مستمری که از دولت به او داده شده و در دفاتر ثبت گردیده و شرح آن در روزنامه اعلان شده است و به اطلاع عموم رسیده bbox=[242, 145, 313, 180]
text-paragraph: از دولت به او داده شده و در دفاتر ثبت گردیده و شرح آن در روزنامه اعلان شده است و به اطلاع عموم رسیده است که در این باب مطالب بسیار است و در شماره آینده بقیه آن درج خواهد شد مقام و منصب و نشان و حقوق مستمری که bbox=[87, 322, 158, 363]
text-paragraph: حقوق مستمری که از دولت به او داده شده و در دفاتر ثبت گردیده و شرح آن در روزنامه اعلان شده است و به اطلاع عموم رسیده است که در این باب مطالب بسیار است و در شماره آینده بقیه آن درج خواهد شد مقام و منصب و نشان و bbox=[564, 1264, 636, 1306]
text-paragraph: و منصب و نشان و حقوق مستمری که از دولت به او داده شده و در دفاتر ثبت گردیده و شرح آن در روزنامه اعلان شده است و به اطلاع عموم رسیده است که در این باب مطالب بسیار است و در شماره آینده بقیه آن درج خواهد شد مقام bbox=[164, 1111, 236, 1152]
text-paragraph: عموم رسیده است که در این باب مطالب بسیار است و در شماره آینده بقیه آن درج خواهد شد مقام و منصب و نشان و حقوق مستمری که از دولت به او داده شده و در دفاتر ثبت گردیده و شرح آن در روزنامه اعلان شده است و به اطلاع bbox=[564, 1058, 636, 1100]
text-paragraph: دفاتر ثبت گردیده و شرح آن در روزنامه اعلان شده است و به اطلاع عموم رسیده است که در این باب مطالب بسیار است و در شماره آینده بقیه آن درج خواهد شد مقام و منصب و نشان و حقوق مستمری که از دولت به او داده شده و در bbox=[409, 63, 481, 110]
text-paragraph: در دفاتر ثبت گردیده و شرح آن در روزنامه اعلان شده است و به اطلاع عموم رسیده است که در این باب مطالب بسیار است و در شماره آینده بقیه آن درج خواهد شد مقام و منصب و نشان و حقوق مستمری که از دولت به او داده شده و bbox=[164, 822, 236, 863]
text-paragraph: در این باب مطالب بسیار است و در شماره آینده بقیه آن درج خواهد شد مقام و منصب و نشان و حقوق مستمری که از دولت به او داده شده و در دفاتر ثبت گردیده و شرح آن در روزنامه اعلان شده است و به اطلاع عموم رسیده است که bbox=[719, 327, 790, 368]
text-paragraph: است و در شماره آینده بقیه آن درج خواهد شد مقام و منصب و نشان و حقوق مستمری که از دولت به او داده شده و در دفاتر ثبت گردیده و شرح آن در روزنامه اعلان شده است و به اطلاع عموم رسیده است که در این باب مطالب بسیار bbox=[319, 1093, 390, 1140]
text-paragraph: در شماره آینده بقیه آن درج خواهد شد مقام و منصب و نشان و حقوق مستمری که از دولت به او داده شده و در دفاتر ثبت گردیده و شرح آن در روزنامه اعلان شده است و به اطلاع عموم رسیده است که در این باب مطالب بسیار است و bbox=[409, 1146, 481, 1193]
text-paragraph: به اطلاع عموم رسیده است که در این باب مطالب بسیار است و در شماره آینده بقیه آن درج خواهد شد مقام و منصب و نشان و حقوق مستمری که از دولت به او داده شده و در دفاتر ثبت گردیده و شرح آن در روزنامه اعلان شده است و bbox=[87, 1341, 158, 1382]
text-paragraph: در روزنامه اعلان شده است و به اطلاع عموم رسیده است که در این باب مطالب بسیار است و در شماره آینده بقیه آن درج خواهد شد مقام و منصب و نشان و حقوق مستمری که از دولت به او داده شده و در دفاتر ثبت گردیده و شرح آن bbox=[642, 1005, 713, 1052]
text-paragraph: شده است و به اطلاع عموم رسیده است که در این باب مطالب بسیار است و در شماره آینده بقیه آن درج خواهد شد مقام و منصب و نشان و حقوق مستمری که از دولت به او داده شده و در دفاتر ثبت گردیده و شرح آن در روزنامه اعلان bbox=[564, 610, 636, 646]
text-column bbox=[317, 22, 393, 1476]
text-paragraph: مطالب بسیار است و در شماره آینده بقیه آن درج خواهد شد مقام و منصب و نشان و حقوق مستمری که از دولت به او داده شده و در دفاتر ثبت گردیده و شرح آن در روزنامه اعلان شده است و به اطلاع عموم رسیده است که در این باب bbox=[642, 304, 713, 346]
text-paragraph: و به اطلاع عموم رسیده است که در این باب مطالب بسیار است و در شماره آینده بقیه آن درج خواهد شد مقام و منصب و نشان و حقوق مستمری که از دولت به او داده شده و در دفاتر ثبت گردیده و شرح آن در روزنامه اعلان شده است bbox=[642, 222, 713, 264]
text-paragraph: از دولت به او داده شده و در دفاتر ثبت گردیده و شرح آن در روزنامه اعلان شده است و به اطلاع عموم رسیده است که در این باب مطالب بسیار است و در شماره آینده بقیه آن درج خواهد شد مقام و منصب و نشان و حقوق مستمری که bbox=[487, 22, 558, 63]
text-paragraph: و منصب و نشان و حقوق مستمری که از دولت به او داده شده و در دفاتر ثبت گردیده و شرح آن در روزنامه اعلان شده است و به اطلاع عموم رسیده است که در این باب مطالب بسیار است و در شماره آینده بقیه آن درج خواهد شد مقام bbox=[564, 810, 636, 852]
text-paragraph: مقام و منصب و نشان و حقوق مستمری که از دولت به او داده شده و در دفاتر ثبت گردیده و شرح آن در روزنامه اعلان شده است و به اطلاع عموم رسیده است که در این باب مطالب بسیار است و در شماره آینده بقیه آن درج خواهد شد bbox=[719, 875, 790, 923]
text-paragraph: آن درج خواهد شد مقام و منصب و نشان و حقوق مستمری که از دولت به او داده شده و در دفاتر ثبت گردیده و شرح آن در روزنامه اعلان شده است و به اطلاع عموم رسیده است که در این باب مطالب بسیار است و در شماره آینده بقیه bbox=[164, 227, 236, 269]
text-paragraph: ثبت گردیده و شرح آن در روزنامه اعلان شده است و به اطلاع عموم رسیده است که در این باب مطالب بسیار است و در شماره آینده بقیه آن درج خواهد شد مقام و منصب و نشان و حقوق مستمری که از دولت به او داده شده و در دفاتر bbox=[642, 557, 713, 593]
column-rule bbox=[493, 802, 551, 803]
column-rule bbox=[571, 808, 629, 809]
column-rule bbox=[493, 195, 551, 196]
text-paragraph: به او داده شده و در دفاتر ثبت گردیده و شرح آن در روزنامه اعلان شده است و به اطلاع عموم رسیده است که در این باب مطالب بسیار است و در شماره آینده بقیه آن درج خواهد شد مقام و منصب و نشان و حقوق مستمری که از دولت bbox=[564, 475, 636, 517]
text-column bbox=[7, 22, 84, 1470]
text-paragraph: است و در شماره آینده بقیه آن درج خواهد شد مقام و منصب و نشان و حقوق مستمری که از دولت به او داده شده و در دفاتر ثبت گردیده و شرح آن در روزنامه اعلان شده است و به اطلاع عموم رسیده است که در این باب مطالب بسیار bbox=[719, 793, 790, 834]
right-page bbox=[404, 6, 796, 1494]
text-paragraph: گردیده و شرح آن در روزنامه اعلان شده است و به اطلاع عموم رسیده است که در این باب مطالب بسیار است و در شماره آینده بقیه آن درج خواهد شد مقام و منصب و نشان و حقوق مستمری که از دولت به او داده شده و در دفاتر ثبت bbox=[487, 539, 558, 587]
column-rule bbox=[248, 1219, 306, 1220]
column-rule bbox=[171, 313, 229, 314]
text-paragraph: و در دفاتر ثبت گردیده و شرح آن در روزنامه اعلان شده است و به اطلاع عموم رسیده است که در این باب مطالب بسیار است و در شماره آینده بقیه آن درج خواهد شد مقام و منصب و نشان و حقوق مستمری که از دولت به او داده شده bbox=[719, 581, 790, 622]
column-rule bbox=[648, 1132, 706, 1133]
text-paragraph: شرح آن در روزنامه اعلان شده است و به اطلاع عموم رسیده است که در این باب مطالب بسیار است و در شماره آینده بقیه آن درج خواهد شد مقام و منصب و نشان و حقوق مستمری که از دولت به او داده شده و در دفاتر ثبت گردیده و bbox=[564, 976, 636, 1023]
text-paragraph: شده است و به اطلاع عموم رسیده است که در این باب مطالب بسیار است و در شماره آینده بقیه آن درج خواهد شد مقام و منصب و نشان و حقوق مستمری که از دولت به او داده شده و در دفاتر ثبت گردیده و شرح آن در روزنامه اعلان bbox=[564, 1023, 636, 1058]
text-paragraph: است که در این باب مطالب بسیار است و در شماره آینده بقیه آن درج خواهد شد مقام و منصب و نشان و حقوق مستمری که از دولت به او داده شده و در دفاتر ثبت گردیده و شرح آن در روزنامه اعلان شده است و به اطلاع عموم رسیده bbox=[642, 681, 713, 717]
text-paragraph: اطلاع عموم رسیده است که در این باب مطالب بسیار است و در شماره آینده بقیه آن درج خواهد شد مقام و منصب و نشان و حقوق مستمری که از دولت به او داده شده و در دفاتر ثبت گردیده و شرح آن در روزنامه اعلان شده است و به bbox=[319, 1434, 390, 1476]
text-paragraph: داده شده و در دفاتر ثبت گردیده و شرح آن در روزنامه اعلان شده است و به اطلاع عموم رسیده است که در این باب مطالب بسیار است و در شماره آینده بقیه آن درج خواهد شد مقام و منصب و نشان و حقوق مستمری که از دولت به او bbox=[242, 804, 313, 852]
text-paragraph: و در شماره آینده بقیه آن درج خواهد شد مقام و منصب و نشان و حقوق مستمری که از دولت به او داده شده و در دفاتر ثبت گردیده و شرح آن در روزنامه اعلان شده است و به اطلاع عموم رسیده است که در این باب مطالب بسیار است bbox=[564, 728, 636, 764]
text-paragraph: در این باب مطالب بسیار است و در شماره آینده بقیه آن درج خواهد شد مقام و منصب و نشان و حقوق مستمری که از دولت به او داده شده و در دفاتر ثبت گردیده و شرح آن در روزنامه اعلان شده است و به اطلاع عموم رسیده است که bbox=[319, 198, 390, 239]
text-paragraph: در شماره آینده بقیه آن درج خواهد شد مقام و منصب و نشان و حقوق مستمری که از دولت به او داده شده و در دفاتر ثبت گردیده و شرح آن در روزنامه اعلان شده است و به اطلاع عموم رسیده است که در این باب مطالب بسیار است و bbox=[9, 575, 81, 616]
text-paragraph: روزنامه اعلان شده است و به اطلاع عموم رسیده است که در این باب مطالب بسیار است و در شماره آینده بقیه آن درج خواهد شد مقام و منصب و نشان و حقوق مستمری که از دولت به او داده شده و در دفاتر ثبت گردیده و شرح آن در bbox=[87, 875, 158, 917]
text-paragraph: او داده شده و در دفاتر ثبت گردیده و شرح آن در روزنامه اعلان شده است و به اطلاع عموم رسیده است که در این باب مطالب بسیار است و در شماره آینده بقیه آن درج خواهد شد مقام و منصب و نشان و حقوق مستمری که از دولت به bbox=[409, 1317, 481, 1359]
text-paragraph: و شرح آن در روزنامه اعلان شده است و به اطلاع عموم رسیده است که در این باب مطالب بسیار است و در شماره آینده بقیه آن درج خواهد شد مقام و منصب و نشان و حقوق مستمری که از دولت به او داده شده و در دفاتر ثبت گردیده bbox=[319, 1352, 390, 1393]
text-paragraph: رسیده است که در این باب مطالب بسیار است و در شماره آینده بقیه آن درج خواهد شد مقام و منصب و نشان و حقوق مستمری که از دولت به او داده شده و در دفاتر ثبت گردیده و شرح آن در روزنامه اعلان شده است و به اطلاع عموم bbox=[409, 198, 481, 239]
text-paragraph: روزنامه اعلان شده است و به اطلاع عموم رسیده است که در این باب مطالب بسیار است و در شماره آینده بقیه آن درج خواهد شد مقام و منصب و نشان و حقوق مستمری که از دولت به او داده شده و در دفاتر ثبت گردیده و شرح آن در bbox=[87, 22, 158, 63]
text-paragraph: ثبت گردیده و شرح آن در روزنامه اعلان شده است و به اطلاع عموم رسیده است که در این باب مطالب بسیار است و در شماره آینده بقیه آن درج خواهد شد مقام و منصب و نشان و حقوق مستمری که از دولت به او داده شده و در دفاتر bbox=[642, 970, 713, 1005]
text-paragraph: آن در روزنامه اعلان شده است و به اطلاع عموم رسیده است که در این باب مطالب بسیار است و در شماره آینده بقیه آن درج خواهد شد مقام و منصب و نشان و حقوق مستمری که از دولت به او داده شده و در دفاتر ثبت گردیده و شرح bbox=[9, 405, 81, 446]
text-paragraph: رسیده است که در این باب مطالب بسیار است و در شماره آینده بقیه آن درج خواهد شد مقام و منصب و نشان و حقوق مستمری که از دولت به او داده شده و در دفاتر ثبت گردیده و شرح آن در روزنامه اعلان شده است و به اطلاع عموم bbox=[409, 1063, 481, 1105]
text-paragraph: باب مطالب بسیار است و در شماره آینده بقیه آن درج خواهد شد مقام و منصب و نشان و حقوق مستمری که از دولت به او داده شده و در دفاتر ثبت گردیده و شرح آن در روزنامه اعلان شده است و به اطلاع عموم رسیده است که در این bbox=[9, 104, 81, 146]
column-rule bbox=[493, 1102, 551, 1103]
text-paragraph: منصب و نشان و حقوق مستمری که از دولت به او داده شده و در دفاتر ثبت گردیده و شرح آن در روزنامه اعلان شده است و به اطلاع عموم رسیده است که در این باب مطالب بسیار است و در شماره آینده بقیه آن درج خواهد شد مقام و bbox=[9, 1082, 81, 1123]
text-paragraph: رسیده است که در این باب مطالب بسیار است و در شماره آینده بقیه آن درج خواهد شد مقام و منصب و نشان و حقوق مستمری که از دولت به او داده شده و در دفاتر ثبت گردیده و شرح آن در روزنامه اعلان شده است و به اطلاع عموم bbox=[9, 63, 81, 104]
text-paragraph: داده شده و در دفاتر ثبت گردیده و شرح آن در روزنامه اعلان شده است و به اطلاع عموم رسیده است که در این باب مطالب بسیار است و در شماره آینده بقیه آن درج خواهد شد مقام و منصب و نشان و حقوق مستمری که از دولت به او bbox=[242, 392, 313, 439]
text-paragraph: آن درج خواهد شد مقام و منصب و نشان و حقوق مستمری که از دولت به او داده شده و در دفاتر ثبت گردیده و شرح آن در روزنامه اعلان شده است و به اطلاع عموم رسیده است که در این باب مطالب بسیار است و در شماره آینده بقیه bbox=[164, 651, 236, 692]
text-paragraph: منصب و نشان و حقوق مستمری که از دولت به او داده شده و در دفاتر ثبت گردیده و شرح آن در روزنامه اعلان شده است و به اطلاع عموم رسیده است که در این باب مطالب بسیار است و در شماره آینده بقیه آن درج خواهد شد مقام و bbox=[9, 658, 81, 699]
text-paragraph: در شماره آینده بقیه آن درج خواهد شد مقام و منصب و نشان و حقوق مستمری که از دولت به او داده شده و در دفاتر ثبت گردیده و شرح آن در روزنامه اعلان شده است و به اطلاع عموم رسیده است که در این باب مطالب بسیار است و bbox=[9, 146, 81, 187]
text-paragraph: به او داده شده و در دفاتر ثبت گردیده و شرح آن در روزنامه اعلان شده است و به اطلاع عموم رسیده است که در این باب مطالب بسیار است و در شماره آینده بقیه آن درج خواهد شد مقام و منصب و نشان و حقوق مستمری که از دولت bbox=[164, 775, 236, 822]
text-paragraph: آینده بقیه آن درج خواهد شد مقام و منصب و نشان و حقوق مستمری که از دولت به او داده شده و در دفاتر ثبت گردیده و شرح آن در روزنامه اعلان شده است و به اطلاع عموم رسیده است که در این باب مطالب بسیار است و در شماره bbox=[87, 193, 158, 234]
column-rule bbox=[248, 354, 306, 355]
text-paragraph: دولت به او داده شده و در دفاتر ثبت گردیده و شرح آن در روزنامه اعلان شده است و به اطلاع عموم رسیده است که در این باب مطالب بسیار است و در شماره آینده بقیه آن درج خواهد شد مقام و منصب و نشان و حقوق مستمری که از bbox=[319, 1258, 390, 1300]
text-paragraph: در روزنامه اعلان شده است و به اطلاع عموم رسیده است که در این باب مطالب بسیار است و در شماره آینده بقیه آن درج خواهد شد مقام و منصب و نشان و حقوق مستمری که از دولت به او داده شده و در دفاتر ثبت گردیده و شرح آن bbox=[642, 175, 713, 222]
text-paragraph: و در شماره آینده بقیه آن درج خواهد شد مقام و منصب و نشان و حقوق مستمری که از دولت به او داده شده و در دفاتر ثبت گردیده و شرح آن در روزنامه اعلان شده است و به اطلاع عموم رسیده است که در این باب مطالب بسیار است bbox=[564, 1146, 636, 1181]
text-paragraph: شد مقام و منصب و نشان و حقوق مستمری که از دولت به او داده شده و در دفاتر ثبت گردیده و شرح آن در روزنامه اعلان شده است و به اطلاع عموم رسیده است که در این باب مطالب بسیار است و در شماره آینده بقیه آن درج خواهد bbox=[87, 234, 158, 276]
text-paragraph: و شرح آن در روزنامه اعلان شده است و به اطلاع عموم رسیده است که در این باب مطالب بسیار است و در شماره آینده بقیه آن درج خواهد شد مقام و منصب و نشان و حقوق مستمری که از دولت به او داده شده و در دفاتر ثبت گردیده bbox=[319, 498, 390, 540]
text-paragraph: است و به اطلاع عموم رسیده است که در این باب مطالب بسیار است و در شماره آینده بقیه آن درج خواهد شد مقام و منصب و نشان و حقوق مستمری که از دولت به او داده شده و در دفاتر ثبت گردیده و شرح آن در روزنامه اعلان شده bbox=[409, 1452, 481, 1494]
text-paragraph: مطالب بسیار است و در شماره آینده بقیه آن درج خواهد شد مقام و منصب و نشان و حقوق مستمری که از دولت به او داده شده و در دفاتر ثبت گردیده و شرح آن در روزنامه اعلان شده است و به اطلاع عموم رسیده است که در این باب bbox=[642, 1134, 713, 1176]
text-paragraph: و نشان و حقوق مستمری که از دولت به او داده شده و در دفاتر ثبت گردیده و شرح آن در روزنامه اعلان شده است و به اطلاع عموم رسیده است که در این باب مطالب بسیار است و در شماره آینده بقیه آن درج خواهد شد مقام و منصب bbox=[242, 310, 313, 351]
text-paragraph: مستمری که از دولت به او داده شده و در دفاتر ثبت گردیده و شرح آن در روزنامه اعلان شده است و به اطلاع عموم رسیده است که در این باب مطالب بسیار است و در شماره آینده بقیه آن درج خواهد شد مقام و منصب و نشان و حقوق bbox=[9, 275, 81, 322]
text-paragraph: است که در این باب مطالب بسیار است و در شماره آینده بقیه آن درج خواهد شد مقام و منصب و نشان و حقوق مستمری که از دولت به او داده شده و در دفاتر ثبت گردیده و شرح آن در روزنامه اعلان شده است و به اطلاع عموم رسیده bbox=[242, 1387, 313, 1423]
text-paragraph: شرح آن در روزنامه اعلان شده است و به اطلاع عموم رسیده است که در این باب مطالب بسیار است و در شماره آینده بقیه آن درج خواهد شد مقام و منصب و نشان و حقوق مستمری که از دولت به او داده شده و در دفاتر ثبت گردیده و bbox=[564, 563, 636, 610]
text-paragraph: و در دفاتر ثبت گردیده و شرح آن در روزنامه اعلان شده است و به اطلاع عموم رسیده است که در این باب مطالب بسیار است و در شماره آینده بقیه آن درج خواهد شد مقام و منصب و نشان و حقوق مستمری که از دولت به او داده شده bbox=[319, 1305, 390, 1352]
text-paragraph: مقام و منصب و نشان و حقوق مستمری که از دولت به او داده شده و در دفاتر ثبت گردیده و شرح آن در روزنامه اعلان شده است و به اطلاع عموم رسیده است که در این باب مطالب بسیار است و در شماره آینده بقیه آن درج خواهد شد bbox=[719, 1305, 790, 1352]
text-paragraph: مقام و منصب و نشان و حقوق مستمری که از دولت به او داده شده و در دفاتر ثبت گردیده و شرح آن در روزنامه اعلان شده است و به اطلاع عموم رسیده است که در این باب مطالب بسیار است و در شماره آینده بقیه آن درج خواهد شد bbox=[719, 451, 790, 498]
text-paragraph: به اطلاع عموم رسیده است که در این باب مطالب بسیار است و در شماره آینده بقیه آن درج خواهد شد مقام و منصب و نشان و حقوق مستمری که از دولت به او داده شده و در دفاتر ثبت گردیده و شرح آن در روزنامه اعلان شده است و bbox=[487, 198, 558, 239]
text-paragraph: در شماره آینده بقیه آن درج خواهد شد مقام و منصب و نشان و حقوق مستمری که از دولت به او داده شده و در دفاتر ثبت گردیده و شرح آن در روزنامه اعلان شده است و به اطلاع عموم رسیده است که در این باب مطالب بسیار است و bbox=[9, 999, 81, 1041]
text-paragraph: این باب مطالب بسیار است و در شماره آینده بقیه آن درج خواهد شد مقام و منصب و نشان و حقوق مستمری که از دولت به او داده شده و در دفاتر ثبت گردیده و شرح آن در روزنامه اعلان شده است و به اطلاع عموم رسیده است که در bbox=[164, 145, 236, 192]
text-paragraph: در شماره آینده بقیه آن درج خواهد شد مقام و منصب و نشان و حقوق مستمری که از دولت به او داده شده و در دفاتر ثبت گردیده و شرح آن در روزنامه اعلان شده است و به اطلاع عموم رسیده است که در این باب مطالب بسیار است و bbox=[409, 711, 481, 758]
text-paragraph: شماره آینده بقیه آن درج خواهد شد مقام و منصب و نشان و حقوق مستمری که از دولت به او داده شده و در دفاتر ثبت گردیده و شرح آن در روزنامه اعلان شده است و به اطلاع عموم رسیده است که در این باب مطالب بسیار است و در bbox=[642, 1176, 713, 1217]
column-rule bbox=[326, 1302, 384, 1303]
text-paragraph: در دفاتر ثبت گردیده و شرح آن در روزنامه اعلان شده است و به اطلاع عموم رسیده است که در این باب مطالب بسیار است و در شماره آینده بقیه آن درج خواهد شد مقام و منصب و نشان و حقوق مستمری که از دولت به او داده شده و bbox=[164, 404, 236, 445]
text-paragraph: او داده شده و در دفاتر ثبت گردیده و شرح آن در روزنامه اعلان شده است و به اطلاع عموم رسیده است که در این باب مطالب بسیار است و در شماره آینده بقیه آن درج خواهد شد مقام و منصب و نشان و حقوق مستمری که از دولت به bbox=[9, 746, 81, 788]
text-paragraph: نشان و حقوق مستمری که از دولت به او داده شده و در دفاتر ثبت گردیده و شرح آن در روزنامه اعلان شده است و به اطلاع عموم رسیده است که در این باب مطالب بسیار است و در شماره آینده بقیه آن درج خواهد شد مقام و منصب و bbox=[487, 846, 558, 887]
text-paragraph: به اطلاع عموم رسیده است که در این باب مطالب بسیار است و در شماره آینده بقیه آن درج خواهد شد مقام و منصب و نشان و حقوق مستمری که از دولت به او داده شده و در دفاتر ثبت گردیده و شرح آن در روزنامه اعلان شده است و bbox=[487, 628, 558, 669]
text-paragraph: و به اطلاع عموم رسیده است که در این باب مطالب بسیار است و در شماره آینده بقیه آن درج خواهد شد مقام و منصب و نشان و حقوق مستمری که از دولت به او داده شده و در دفاتر ثبت گردیده و شرح آن در روزنامه اعلان شده است bbox=[242, 933, 313, 975]
text-paragraph: در این باب مطالب بسیار است و در شماره آینده بقیه آن درج خواهد شد مقام و منصب و نشان و حقوق مستمری که از دولت به او داده شده و در دفاتر ثبت گردیده و شرح آن در روزنامه اعلان شده است و به اطلاع عموم رسیده است که bbox=[319, 1051, 390, 1093]
text-paragraph: آن در روزنامه اعلان شده است و به اطلاع عموم رسیده است که در این باب مطالب بسیار است و در شماره آینده بقیه آن درج خواهد شد مقام و منصب و نشان و حقوق مستمری که از دولت به او داده شده و در دفاتر ثبت گردیده و شرح bbox=[409, 1411, 481, 1452]
text-paragraph: دولت به او داده شده و در دفاتر ثبت گردیده و شرح آن در روزنامه اعلان شده است و به اطلاع عموم رسیده است که در این باب مطالب بسیار است و در شماره آینده بقیه آن درج خواهد شد مقام و منصب و نشان و حقوق مستمری که از bbox=[719, 115, 790, 157]
text-column bbox=[239, 22, 316, 1423]
text-paragraph: شرح آن در روزنامه اعلان شده است و به اطلاع عموم رسیده است که در این باب مطالب بسیار است و در شماره آینده بقیه آن درج خواهد شد مقام و منصب و نشان و حقوق مستمری که از دولت به او داده شده و در دفاتر ثبت گردیده و bbox=[164, 1287, 236, 1328]
right-section-title: ایرانیان bbox=[589, 8, 616, 16]
text-paragraph: ثبت گردیده و شرح آن در روزنامه اعلان شده است و به اطلاع عموم رسیده است که در این باب مطالب بسیار است و در شماره آینده بقیه آن درج خواهد شد مقام و منصب و نشان و حقوق مستمری که از دولت به او داده شده و در دفاتر bbox=[242, 22, 313, 57]
text-paragraph: او داده شده و در دفاتر ثبت گردیده و شرح آن در روزنامه اعلان شده است و به اطلاع عموم رسیده است که در این باب مطالب بسیار است و در شماره آینده بقیه آن درج خواهد شد مقام و منصب و نشان و حقوق مستمری که از دولت به bbox=[9, 1176, 81, 1217]
text-paragraph: شد مقام و منصب و نشان و حقوق مستمری که از دولت به او داده شده و در دفاتر ثبت گردیده و شرح آن در روزنامه اعلان شده است و به اطلاع عموم رسیده است که در این باب مطالب بسیار است و در شماره آینده بقیه آن درج خواهد bbox=[87, 1088, 158, 1129]
text-paragraph: عموم رسیده است که در این باب مطالب بسیار است و در شماره آینده بقیه آن درج خواهد شد مقام و منصب و نشان و حقوق مستمری که از دولت به او داده شده و در دفاتر ثبت گردیده و شرح آن در روزنامه اعلان شده است و به اطلاع bbox=[164, 522, 236, 563]
text-paragraph: است و به اطلاع عموم رسیده است که در این باب مطالب بسیار است و در شماره آینده بقیه آن درج خواهد شد مقام و منصب و نشان و حقوق مستمری که از دولت به او داده شده و در دفاتر ثبت گردیده و شرح آن در روزنامه اعلان شده bbox=[409, 587, 481, 628]
text-paragraph: و نشان و حقوق مستمری که از دولت به او داده شده و در دفاتر ثبت گردیده و شرح آن در روزنامه اعلان شده است و به اطلاع عموم رسیده است که در این باب مطالب بسیار است و در شماره آینده بقیه آن درج خواهد شد مقام و منصب bbox=[642, 852, 713, 893]
column-rule bbox=[726, 925, 784, 926]
text-paragraph: ثبت گردیده و شرح آن در روزنامه اعلان شده است و به اطلاع عموم رسیده است که در این باب مطالب بسیار است و در شماره آینده بقیه آن درج خواهد شد مقام و منصب و نشان و حقوق مستمری که از دولت به او داده شده و در دفاتر bbox=[642, 1382, 713, 1418]
text-paragraph: شرح آن در روزنامه اعلان شده است و به اطلاع عموم رسیده است که در این باب مطالب بسیار است و در شماره آینده بقیه آن درج خواهد شد مقام و منصب و نشان و حقوق مستمری که از دولت به او داده شده و در دفاتر ثبت گردیده و bbox=[164, 863, 236, 905]
text-paragraph: باب مطالب بسیار است و در شماره آینده بقیه آن درج خواهد شد مقام و منصب و نشان و حقوق مستمری که از دولت به او داده شده و در دفاتر ثبت گردیده و شرح آن در روزنامه اعلان شده است و به اطلاع عموم رسیده است که در این bbox=[409, 1105, 481, 1146]
column-rule bbox=[248, 931, 306, 932]
text-paragraph: نشان و حقوق مستمری که از دولت به او داده شده و در دفاتر ثبت گردیده و شرح آن در روزنامه اعلان شده است و به اطلاع عموم رسیده است که در این باب مطالب بسیار است و در شماره آینده بقیه آن درج خواهد شد مقام و منصب و bbox=[487, 410, 558, 452]
text-paragraph: رسیده است که در این باب مطالب بسیار است و در شماره آینده بقیه آن درج خواهد شد مقام و منصب و نشان و حقوق مستمری که از دولت به او داده شده و در دفاتر ثبت گردیده و شرح آن در روزنامه اعلان شده است و به اطلاع عموم bbox=[9, 1341, 81, 1382]
text-paragraph: به او داده شده و در دفاتر ثبت گردیده و شرح آن در روزنامه اعلان شده است و به اطلاع عموم رسیده است که در این باب مطالب بسیار است و در شماره آینده بقیه آن درج خواهد شد مقام و منصب و نشان و حقوق مستمری که از دولت bbox=[164, 1198, 236, 1246]
text-column bbox=[484, 22, 561, 1494]
text-paragraph: است و در شماره آینده بقیه آن درج خواهد شد مقام و منصب و نشان و حقوق مستمری که از دولت به او داده شده و در دفاتر ثبت گردیده و شرح آن در روزنامه اعلان شده است و به اطلاع عموم رسیده است که در این باب مطالب بسیار bbox=[719, 1222, 790, 1263]
text-paragraph: دفاتر ثبت گردیده و شرح آن در روزنامه اعلان شده است و به اطلاع عموم رسیده است که در این باب مطالب بسیار است و در شماره آینده بقیه آن درج خواهد شد مقام و منصب و نشان و حقوق مستمری که از دولت به او داده شده و در bbox=[9, 363, 81, 405]
text-paragraph: ثبت گردیده و شرح آن در روزنامه اعلان شده است و به اطلاع عموم رسیده است که در این باب مطالب بسیار است و در شماره آینده بقیه آن درج خواهد شد مقام و منصب و نشان و حقوق مستمری که از دولت به او داده شده و در دفاتر bbox=[242, 852, 313, 887]
text-paragraph: که در این باب مطالب بسیار است و در شماره آینده بقیه آن درج خواهد شد مقام و منصب و نشان و حقوق مستمری که از دولت به او داده شده و در دفاتر ثبت گردیده و شرح آن در روزنامه اعلان شده است و به اطلاع عموم رسیده است bbox=[87, 529, 158, 576]
text-paragraph: این باب مطالب بسیار است و در شماره آینده بقیه آن درج خواهد شد مقام و منصب و نشان و حقوق مستمری که از دولت به او داده شده و در دفاتر ثبت گردیده و شرح آن در روزنامه اعلان شده است و به اطلاع عموم رسیده است که در bbox=[564, 1105, 636, 1146]
text-paragraph: درج خواهد شد مقام و منصب و نشان و حقوق مستمری که از دولت به او داده شده و در دفاتر ثبت گردیده و شرح آن در روزنامه اعلان شده است و به اطلاع عموم رسیده است که در این باب مطالب بسیار است و در شماره آینده بقیه آن bbox=[409, 1193, 481, 1235]
text-paragraph: شده و در دفاتر ثبت گردیده و شرح آن در روزنامه اعلان شده است و به اطلاع عموم رسیده است که در این باب مطالب بسیار است و در شماره آینده بقیه آن درج خواهد شد مقام و منصب و نشان و حقوق مستمری که از دولت به او داده bbox=[487, 498, 558, 540]
column-rule bbox=[248, 642, 306, 643]
column-rule bbox=[648, 555, 706, 556]
text-paragraph: دولت به او داده شده و در دفاتر ثبت گردیده و شرح آن در روزنامه اعلان شده است و به اطلاع عموم رسیده است که در این باب مطالب بسیار است و در شماره آینده بقیه آن درج خواهد شد مقام و منصب و نشان و حقوق مستمری که از bbox=[719, 1393, 790, 1435]
text-paragraph: اعلان شده است و به اطلاع عموم رسیده است که در این باب مطالب بسیار است و در شماره آینده بقیه آن درج خواهد شد مقام و منصب و نشان و حقوق مستمری که از دولت به او داده شده و در دفاتر ثبت گردیده و شرح آن در روزنامه bbox=[319, 1393, 390, 1435]
text-paragraph: باب مطالب بسیار است و در شماره آینده بقیه آن درج خواهد شد مقام و منصب و نشان و حقوق مستمری که از دولت به او داده شده و در دفاتر ثبت گردیده و شرح آن در روزنامه اعلان شده است و به اطلاع عموم رسیده است که در این bbox=[9, 1382, 81, 1424]
text-paragraph: اعلان شده است و به اطلاع عموم رسیده است که در این باب مطالب بسیار است و در شماره آینده بقیه آن درج خواهد شد مقام و منصب و نشان و حقوق مستمری که از دولت به او داده شده و در دفاتر ثبت گردیده و شرح آن در روزنامه bbox=[319, 115, 390, 157]
text-paragraph: باب مطالب بسیار است و در شماره آینده بقیه آن درج خواهد شد مقام و منصب و نشان و حقوق مستمری که از دولت به او داده شده و در دفاتر ثبت گردیده و شرح آن در روزنامه اعلان شده است و به اطلاع عموم رسیده است که در این bbox=[409, 239, 481, 281]
text-paragraph: شرح آن در روزنامه اعلان شده است و به اطلاع عموم رسیده است که در این باب مطالب بسیار است و در شماره آینده بقیه آن درج خواهد شد مقام و منصب و نشان و حقوق مستمری که از دولت به او داده شده و در دفاتر ثبت گردیده و bbox=[164, 27, 236, 68]
text-paragraph: و در شماره آینده بقیه آن درج خواهد شد مقام و منصب و نشان و حقوق مستمری که از دولت به او داده شده و در دفاتر ثبت گردیده و شرح آن در روزنامه اعلان شده است و به اطلاع عموم رسیده است که در این باب مطالب بسیار است bbox=[164, 192, 236, 227]
text-paragraph: آن در روزنامه اعلان شده است و به اطلاع عموم رسیده است که در این باب مطالب بسیار است و در شماره آینده بقیه آن درج خواهد شد مقام و منصب و نشان و حقوق مستمری که از دولت به او داده شده و در دفاتر ثبت گردیده و شرح bbox=[9, 834, 81, 875]
text-paragraph: دفاتر ثبت گردیده و شرح آن در روزنامه اعلان شده است و به اطلاع عموم رسیده است که در این باب مطالب بسیار است و در شماره آینده بقیه آن درج خواهد شد مقام و منصب و نشان و حقوق مستمری که از دولت به او داده شده و در bbox=[409, 928, 481, 976]
text-paragraph: شده است و به اطلاع عموم رسیده است که در این باب مطالب بسیار است و در شماره آینده بقیه آن درج خواهد شد مقام و منصب و نشان و حقوق مستمری که از دولت به او داده شده و در دفاتر ثبت گردیده و شرح آن در روزنامه اعلان bbox=[164, 1328, 236, 1364]
